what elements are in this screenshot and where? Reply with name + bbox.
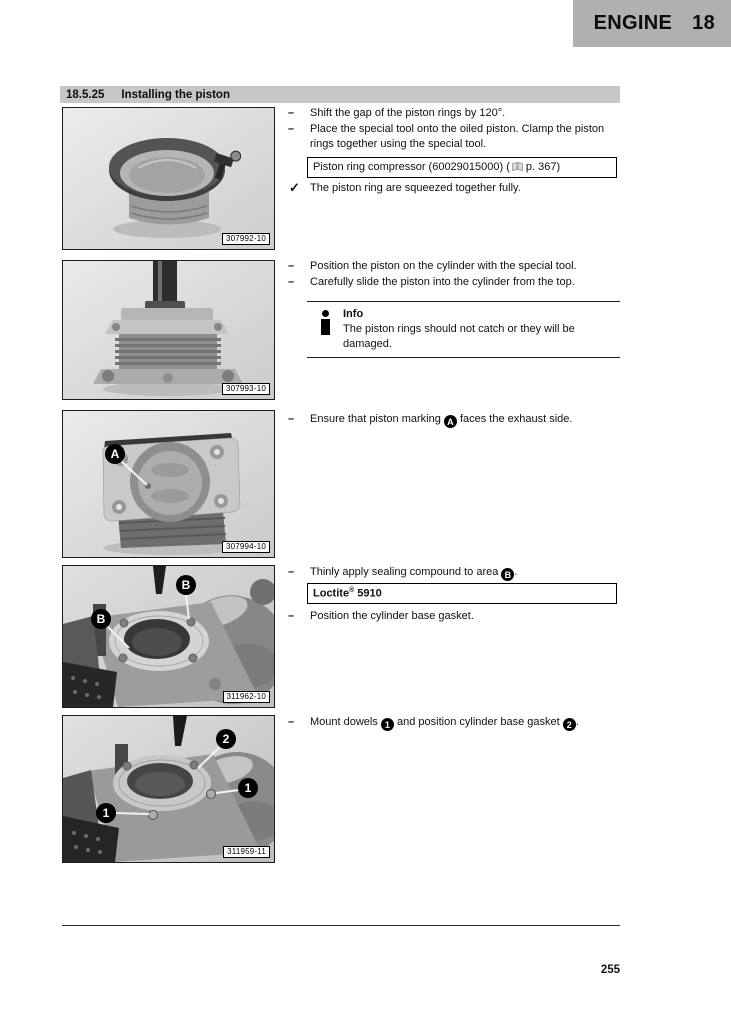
callout-badge-A-inline: A (444, 415, 457, 428)
step-place-special-tool (287, 122, 620, 152)
dash-bullet: – (288, 566, 295, 578)
figure-label: 307993-10 (222, 383, 270, 395)
dash-bullet: – (288, 107, 295, 119)
page-number: 255 (600, 964, 620, 976)
figure-label: 307992-10 (222, 233, 270, 245)
page-reference[interactable]: p. 367 (525, 161, 557, 173)
special-tool-box (307, 157, 617, 178)
figure-photo (63, 716, 274, 862)
dash-bullet: – (288, 610, 295, 622)
chapter-header (573, 0, 731, 47)
registered-mark: ® (349, 587, 355, 594)
section-number: 18.5.25 (66, 88, 105, 101)
dash-bullet: – (288, 123, 295, 135)
callout-badge-A (105, 444, 125, 464)
step-apply-sealing-compound (287, 565, 620, 581)
svg-text:B: B (96, 612, 106, 626)
figure-label: 311959-11 (223, 846, 270, 858)
chapter-number: 18 (692, 12, 715, 34)
figure-photo (63, 261, 274, 399)
info-icon (307, 307, 343, 352)
figure-sealing-compound-areas (62, 565, 275, 708)
figure-label: 311962-10 (223, 691, 270, 703)
step-text: Position the piston on the cylinder with the special tool. (310, 260, 577, 272)
step-text: Thinly apply sealing compound to area B . (310, 566, 518, 580)
checkmark-icon: ✓ (289, 180, 300, 195)
figure-piston-marking (62, 410, 275, 558)
loctite-number: 5910 (354, 587, 382, 600)
result-check (289, 181, 620, 196)
info-text: The piston rings should not catch or they will be damaged. (343, 322, 575, 350)
callout-badge-B-top (176, 575, 196, 595)
step-text: Place the special tool onto the oiled piston. Clamp the piston rings together using the special tool. (310, 123, 605, 150)
svg-text:2: 2 (222, 732, 230, 746)
dash-bullet: – (288, 260, 295, 272)
figure-photo (63, 411, 274, 557)
svg-text:1: 1 (102, 806, 110, 820)
svg-text:1: 1 (244, 781, 252, 795)
footer-rule (62, 925, 620, 926)
step-text: Ensure that piston marking A faces the exhaust side. (310, 413, 573, 427)
dash-bullet: – (288, 716, 295, 728)
info-title: Info (343, 308, 364, 320)
step-text: Position the cylinder base gasket. (310, 610, 474, 622)
book-icon (512, 161, 523, 175)
callout-badge-2 (216, 729, 236, 749)
figure-photo (63, 108, 274, 249)
tool-name: Piston ring compressor (60029015000) ( (313, 161, 510, 173)
svg-text:B: B (181, 578, 191, 592)
info-content (343, 307, 620, 352)
svg-text:A: A (110, 447, 120, 461)
chapter-title: ENGINE (593, 12, 673, 34)
callout-badge-2-inline: 2 (563, 718, 576, 731)
callout-badge-1-right (238, 778, 258, 798)
callout-badge-B-left (91, 609, 111, 629)
callout-badge-B-inline: B (501, 568, 514, 581)
check-text: The piston ring are squeezed together fully. (310, 182, 521, 194)
step-shift-ring-gap (287, 106, 620, 121)
step-position-piston (287, 259, 620, 274)
figure-dowels-base-gasket (62, 715, 275, 863)
info-box (307, 301, 620, 358)
figure-photo (63, 566, 274, 707)
step-text: Carefully slide the piston into the cylinder from the top. (310, 276, 575, 288)
figure-label: 307994-10 (222, 541, 270, 553)
figure-piston-ring-compressor (62, 107, 275, 250)
section-header (60, 86, 620, 103)
dash-bullet: – (288, 276, 295, 288)
step-slide-piston (287, 275, 620, 290)
tool-name-close: ) (556, 161, 561, 173)
dash-bullet: – (288, 413, 295, 425)
figure-piston-into-cylinder (62, 260, 275, 400)
step-piston-marking (287, 412, 620, 428)
callout-badge-1-inline: 1 (381, 718, 394, 731)
callout-leader-line (116, 813, 149, 814)
step-text: Shift the gap of the piston rings by 120°. (310, 107, 506, 119)
loctite-box (307, 583, 617, 604)
callout-badge-1-left (96, 803, 116, 823)
step-position-base-gasket (287, 609, 620, 624)
step-text: Mount dowels 1 and position cylinder base gasket 2 . (310, 716, 579, 730)
section-title: Installing the piston (121, 88, 230, 101)
loctite-brand: Loctite (313, 587, 350, 600)
step-mount-dowels (287, 715, 620, 731)
